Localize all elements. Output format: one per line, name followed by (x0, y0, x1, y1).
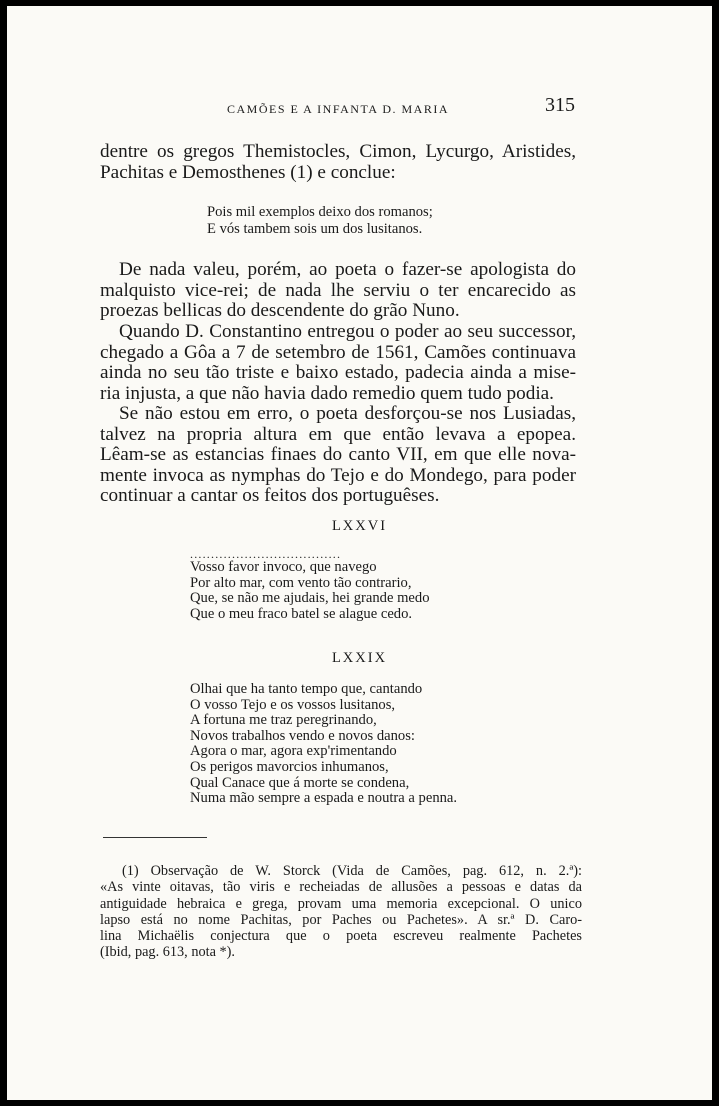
verse-line: A fortuna me traz peregrinando, (190, 712, 377, 729)
text-line: chegado a Gôa a 7 de setembro de 1561, Camões continuava (100, 341, 576, 363)
verse-line: Numa mão sempre a espada e noutra a penna. (190, 790, 458, 807)
verse-line: Os perigos mavorcios inhumanos, (190, 758, 389, 775)
stanza-title: LXXIX (331, 650, 388, 666)
paragraph-1 (100, 142, 576, 183)
quotation (207, 204, 433, 237)
footnote-line: lina Michaëlis conjectura que o poeta escreveu realmente Pachetes (100, 928, 582, 945)
quote-line: E vós tambem sois um dos lusitanos. (207, 220, 423, 237)
ellipsis-dots: .................................... (190, 547, 342, 561)
text-line: continuar a cantar os feitos dos portuguêses. (100, 485, 440, 507)
stanza-title: LXXVI (331, 518, 388, 534)
page-number: 315 (545, 94, 575, 116)
text-line: De nada valeu, porém, ao poeta o fazer-se apologista do (119, 259, 576, 280)
text-line: Lêam-se as estancias finaes do canto VII, em que elle nova- (100, 444, 576, 466)
paragraph-3 (100, 322, 576, 404)
verse-line: Olhai que ha tanto tempo que, cantando (190, 681, 423, 697)
text-line: dentre os gregos Themistocles, Cimon, Lycurgo, Aristides, (100, 141, 576, 162)
text-line: Se não estou em erro, o poeta desforçou-se nos Lusiadas, (119, 403, 576, 424)
footnote-line: «As vinte oitavas, tão viris e recheiadas de allusões a pessoas e datas da (100, 879, 582, 896)
footnote-line: lapso está no nome Pachitas, por Paches ou Pachetes». A sr.ª D. Caro- (100, 911, 582, 928)
footnote-line: (1) Observação de W. Storck (Vida de Camões, pag. 612, n. 2.ª): (122, 863, 582, 879)
text-line: ria injusta, a que não havia dado remedio quem tudo podia. (100, 382, 554, 404)
footnote-line: antiguidade hebraica e grega, provam uma memoria excepcional. O unico (100, 895, 582, 912)
footnote-divider (103, 837, 207, 838)
verse-line: Que, se não me ajudais, hei grande medo (190, 590, 430, 607)
text-line: talvez na propria altura em que então levava a epopea. (100, 423, 576, 445)
verse-line: Vosso favor invoco, que navego (190, 559, 377, 575)
verse-line: Qual Canace que á morte se condena, (190, 774, 410, 791)
verse-line: Novos trabalhos vendo e novos danos: (190, 727, 415, 744)
paragraph-4 (100, 404, 576, 507)
text-line: Pachitas e Demosthenes (1) e conclue: (100, 161, 396, 183)
paragraph-2 (100, 260, 576, 322)
verse-line: Agora o mar, agora exp'rimentando (190, 743, 397, 760)
stanza-79 (190, 682, 457, 807)
text-line: proezas bellicas do descendente do grão Nuno. (100, 300, 460, 322)
stanza-76 (190, 548, 430, 622)
quote-line: Pois mil exemplos deixo dos romanos; (207, 204, 433, 220)
text-line: Quando D. Constantino entregou o poder ao seu successor, (119, 321, 576, 342)
running-title: CAMÕES E A INFANTA D. MARIA (227, 102, 449, 116)
verse-line: Por alto mar, com vento tão contrario, (190, 574, 412, 591)
verse-line: O vosso Tejo e os vossos lusitanos, (190, 696, 396, 713)
footnote-line: (Ibid, pag. 613, nota *). (100, 944, 235, 961)
page-header (7, 94, 712, 124)
footnote (100, 863, 582, 961)
text-line: mente invoca as nymphas do Tejo e do Mondego, para poder (100, 464, 576, 486)
text-line: malquisto vice-rei; de nada lhe serviu o ter encarecido as (100, 279, 576, 301)
book-page (7, 6, 712, 1100)
text-line: ainda no seu tão triste e baixo estado, padecia ainda a mise- (100, 362, 576, 384)
verse-line: Que o meu fraco batel se alague cedo. (190, 605, 413, 622)
